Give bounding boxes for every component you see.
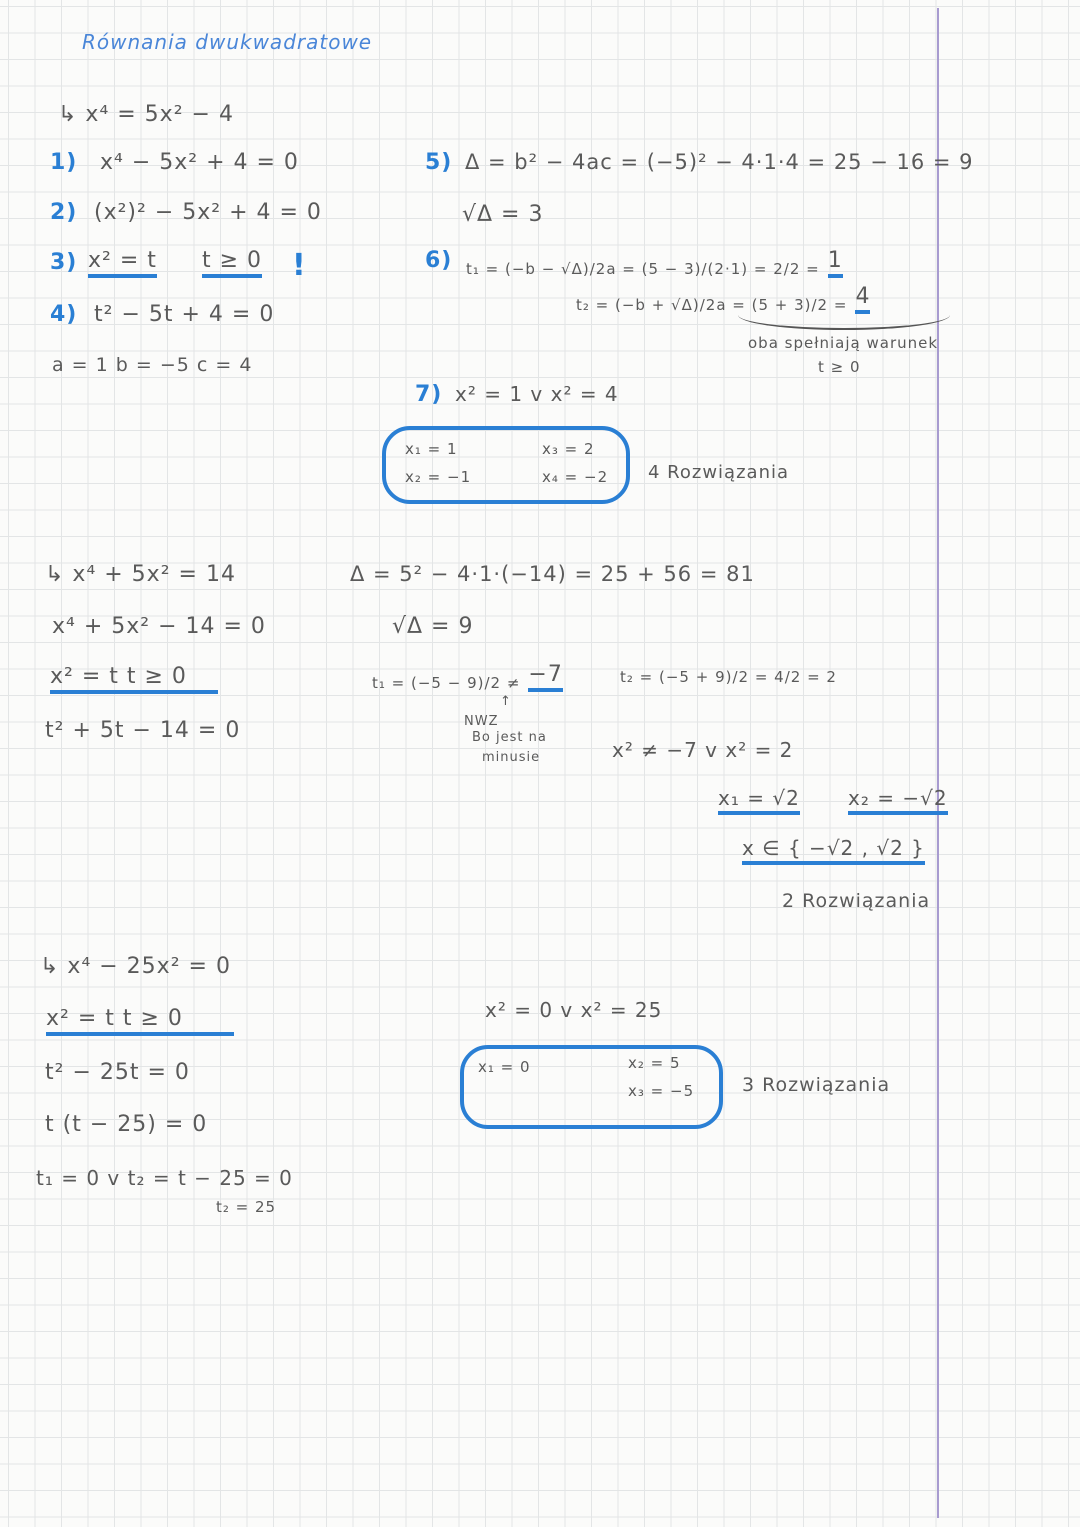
- s2-note: minusie: [482, 750, 541, 765]
- s1-t1-row: [466, 248, 843, 278]
- solution: x₄ = −2: [542, 468, 609, 486]
- s1-equation: ↳ x⁴ = 5x² − 4: [58, 102, 234, 127]
- solution: x₂ = −1: [405, 468, 472, 486]
- solution: x₂ = 5: [628, 1054, 681, 1072]
- s1-condition: t ≥ 0: [202, 248, 262, 278]
- s3-equation: ↳ x⁴ − 25x² = 0: [40, 954, 231, 979]
- step-label: 7): [415, 382, 443, 407]
- s1-t1-value: 1: [828, 248, 843, 278]
- s2-t1: t₁ = (−5 − 9)/2 ≠: [372, 674, 521, 692]
- s2-step1: x⁴ + 5x² − 14 = 0: [52, 614, 266, 639]
- s2-solution-set: x ∈ { −√2 , √2 }: [742, 836, 925, 865]
- s1-solutions-cloud: [382, 426, 630, 504]
- solution: x₁ = 0: [478, 1058, 531, 1076]
- page-title: Równania dwukwadratowe: [82, 30, 373, 54]
- step-label: 3): [50, 250, 78, 275]
- s2-quadratic: t² + 5t − 14 = 0: [45, 718, 241, 743]
- s3-count: 3 Rozwiązania: [742, 1074, 891, 1096]
- s2-equation: ↳ x⁴ + 5x² = 14: [45, 562, 236, 587]
- s1-delta: Δ = b² − 4ac = (−5)² − 4·1·4 = 25 − 16 = 9: [465, 150, 974, 174]
- s2-note: Bo jest na: [472, 730, 547, 745]
- s1-t2: t₂ = (−b + √Δ)/2a = (5 + 3)/2 =: [576, 296, 848, 314]
- step-label: 1): [50, 150, 78, 175]
- s2-sqrt-delta: √Δ = 9: [392, 614, 474, 639]
- s2-cases: x² ≠ −7 v x² = 2: [612, 738, 794, 762]
- s2-t1-row: [372, 662, 563, 692]
- s1-step7: x² = 1 v x² = 4: [455, 382, 619, 406]
- s3-roots: t₁ = 0 v t₂ = t − 25 = 0: [36, 1166, 293, 1190]
- s2-x2: x₂ = −√2: [848, 786, 948, 815]
- s2-t1-value: −7: [528, 662, 562, 692]
- s3-factored: t (t − 25) = 0: [45, 1112, 208, 1137]
- s2-substitution: x² = t t ≥ 0: [50, 664, 218, 694]
- bracket-arc: [738, 300, 950, 330]
- step-label: 4): [50, 302, 78, 327]
- s2-delta: Δ = 5² − 4·1·(−14) = 25 + 56 = 81: [350, 562, 755, 586]
- s1-substitution: x² = t: [88, 248, 157, 278]
- s1-sqrt-delta: √Δ = 3: [462, 202, 544, 227]
- warning-icon: !: [292, 248, 307, 283]
- s1-count: 4 Rozwiązania: [648, 462, 790, 483]
- s1-step2: (x²)² − 5x² + 4 = 0: [94, 200, 322, 225]
- s1-note: oba spełniają warunek: [748, 334, 939, 352]
- s1-t1: t₁ = (−b − √Δ)/2a = (5 − 3)/(2·1) = 2/2 =: [466, 260, 820, 278]
- s3-t2: t₂ = 25: [216, 1198, 277, 1216]
- s1-step4: t² − 5t + 4 = 0: [94, 302, 275, 327]
- s3-quadratic: t² − 25t = 0: [45, 1060, 190, 1085]
- s2-count: 2 Rozwiązania: [782, 890, 931, 912]
- step-label: 6): [425, 248, 453, 273]
- s1-t2-value: 4: [855, 284, 870, 314]
- solution: x₃ = 2: [542, 440, 595, 458]
- solution: x₃ = −5: [628, 1082, 695, 1100]
- s2-t2: t₂ = (−5 + 9)/2 = 4/2 = 2: [620, 668, 837, 686]
- s2-x1: x₁ = √2: [718, 786, 800, 815]
- arrow-up-icon: ↑: [500, 694, 512, 709]
- page-margin-line: [937, 8, 939, 1518]
- s1-note-condition: t ≥ 0: [818, 358, 861, 376]
- s1-coefficients: a = 1 b = −5 c = 4: [52, 354, 253, 376]
- s3-substitution: x² = t t ≥ 0: [46, 1006, 234, 1036]
- s2-note: NWZ: [464, 714, 499, 729]
- step-label: 5): [425, 150, 453, 175]
- s1-step1: x⁴ − 5x² + 4 = 0: [100, 150, 299, 175]
- s3-cases: x² = 0 v x² = 25: [485, 998, 663, 1022]
- step-label: 2): [50, 200, 78, 225]
- solution: x₁ = 1: [405, 440, 458, 458]
